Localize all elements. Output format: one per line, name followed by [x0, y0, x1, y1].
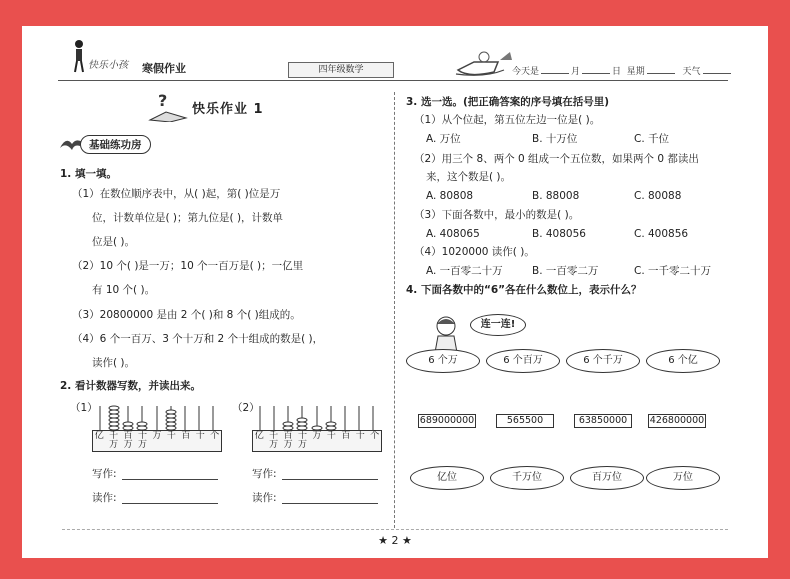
abacus2-rods	[252, 402, 382, 432]
abacus-col-label: 千	[326, 431, 336, 441]
abacus-col-label: 千万	[109, 431, 119, 450]
q3-1-option-c: C. 千位	[634, 133, 670, 145]
abacus1-write-blank[interactable]	[122, 479, 218, 480]
abacus2-read-blank[interactable]	[282, 503, 378, 504]
q3-3-option-a: A. 408065	[426, 228, 480, 240]
month-blank[interactable]	[541, 65, 569, 74]
q2-title: 2. 看计数器写数，并读出来。	[60, 380, 201, 392]
star-icon: ★	[378, 534, 388, 547]
abacus-col-label: 千	[166, 431, 176, 441]
q3-1-option-a: A. 万位	[426, 133, 461, 145]
basic-practice-banner	[58, 130, 168, 156]
top-oval[interactable]: 6 个千万	[566, 349, 640, 373]
q3-4-option-c: C. 一千零二十万	[634, 265, 712, 277]
abacus-col-label: 百万	[283, 431, 293, 450]
page-number	[22, 534, 768, 547]
q3-4: （4）1020000 读作( )。	[414, 246, 535, 258]
abacus-col-label: 万	[312, 431, 322, 441]
q3-1-option-b: B. 十万位	[532, 133, 578, 145]
number-box[interactable]: 565500	[496, 414, 554, 428]
q3-3-option-b: B. 408056	[532, 228, 586, 240]
abacus1-rods	[92, 402, 222, 432]
abacus-col-label: 亿	[254, 431, 264, 441]
book-title: 寒假作业	[142, 62, 186, 75]
weekday-label: 星期	[626, 67, 645, 77]
bottom-oval[interactable]: 百万位	[570, 466, 644, 490]
month-label: 月	[571, 67, 581, 77]
q1-1-line1: （1）在数位顺序表中，从( )起，第( )位是万	[72, 188, 281, 200]
q1-4-line2: 读作( )。	[92, 357, 136, 369]
day-label: 日	[612, 67, 622, 77]
abacus-col-label: 万	[152, 431, 162, 441]
sleigh-icon	[454, 48, 516, 78]
abacus2-read-label: 读作:	[252, 492, 277, 504]
abacus1-read-label: 读作:	[92, 492, 117, 504]
q1-2-line2: 有 10 个( )。	[92, 284, 156, 296]
connect-bubble: 连一连!	[470, 314, 526, 336]
page-number-value: 2	[391, 534, 399, 547]
question-book-icon	[146, 92, 190, 122]
q3-4-option-b: B. 一百零二万	[532, 265, 599, 277]
kid-mascot-icon	[72, 39, 86, 73]
q1-2-line1: （2）10 个( )是一万；10 个一百万是( )；一亿里	[72, 260, 304, 272]
weather-label: 天气	[682, 67, 701, 77]
number-box[interactable]: 426800000	[649, 415, 705, 426]
abacus2-label: （2）	[232, 402, 260, 414]
abacus-col-label: 十	[195, 431, 205, 441]
abacus-col-label: 百	[181, 431, 191, 441]
header-rule	[58, 80, 728, 81]
abacus1-read-blank[interactable]	[122, 503, 218, 504]
q4-title: 4. 下面各数中的“6”各在什么数位上，表示什么？	[406, 284, 642, 296]
q3-2-option-b: B. 88008	[532, 190, 580, 202]
abacus2-write-blank[interactable]	[282, 479, 378, 480]
section-title: 快乐作业 1	[192, 102, 264, 117]
abacus2-write-label: 写作:	[252, 468, 277, 480]
basic-practice-label: 基础练功房	[80, 135, 151, 154]
number-box[interactable]: 689000000	[419, 415, 475, 426]
number-box[interactable]: 63850000	[574, 414, 632, 428]
abacus-col-label: 亿	[94, 431, 104, 441]
q3-2-line1: （2）用三个 8、两个 0 组成一个五位数，如果两个 0 都读出	[414, 153, 699, 165]
date-weather-bar	[512, 64, 733, 77]
worksheet-page	[22, 26, 768, 558]
q3-4-option-a: A. 一百零二十万	[426, 265, 503, 277]
weather-blank[interactable]	[703, 65, 731, 74]
abacus1-label: （1）	[70, 402, 98, 414]
abacus-col-label: 十万	[138, 431, 148, 450]
q1-1-line3: 位是( )。	[92, 236, 136, 248]
top-oval[interactable]: 6 个亿	[646, 349, 720, 373]
top-oval[interactable]: 6 个百万	[486, 349, 560, 373]
bottom-oval[interactable]: 亿位	[410, 466, 484, 490]
q3-3-option-c: C. 400856	[634, 228, 689, 240]
abacus-col-label: 十万	[298, 431, 308, 450]
grade-label: 四年级数学	[288, 62, 394, 78]
top-oval[interactable]: 6 个万	[406, 349, 480, 373]
column-divider	[394, 92, 395, 528]
svg-text:?: ?	[158, 92, 168, 110]
abacus-1	[92, 402, 222, 458]
abacus2-columns	[252, 432, 382, 450]
q3-1: （1）从个位起，第五位左边一位是( )。	[414, 114, 601, 126]
star-icon: ★	[402, 534, 412, 547]
page-header	[22, 26, 768, 82]
abacus-col-label: 个	[210, 431, 220, 441]
footer-rule	[62, 529, 728, 530]
q1-1-line2: 位，计数单位是( )；第九位是( )，计数单	[92, 212, 284, 224]
bottom-oval[interactable]: 千万位	[490, 466, 564, 490]
q3-3: （3）下面各数中，最小的数是( )。	[414, 209, 580, 221]
brand-logo: 快乐小孩	[88, 60, 128, 71]
date-today-label: 今天是	[512, 67, 540, 77]
q3-2-option-a: A. 80808	[426, 190, 474, 202]
q3-2-line2: 来，这个数是( )。	[426, 171, 512, 183]
q1-3: （3）20800000 是由 2 个( )和 8 个( )组成的。	[72, 309, 301, 321]
abacus-col-label: 十	[355, 431, 365, 441]
abacus-col-label: 百万	[123, 431, 133, 450]
abacus1-write-label: 写作:	[92, 468, 117, 480]
bottom-oval[interactable]: 万位	[646, 466, 720, 490]
abacus-col-label: 百	[341, 431, 351, 441]
q1-4-line1: （4）6 个一百万、3 个十万和 2 个十组成的数是( )，	[72, 333, 324, 345]
q3-title: 3. 选一选。(把正确答案的序号填在括号里)	[406, 96, 610, 108]
day-blank[interactable]	[582, 65, 610, 74]
abacus-col-label: 千万	[269, 431, 279, 450]
abacus1-columns	[92, 432, 222, 450]
q3-2-option-c: C. 80088	[634, 190, 682, 202]
abacus-2	[252, 402, 382, 458]
q1-title: 1. 填一填。	[60, 168, 117, 180]
weekday-blank[interactable]	[647, 65, 675, 74]
abacus-col-label: 个	[370, 431, 380, 441]
